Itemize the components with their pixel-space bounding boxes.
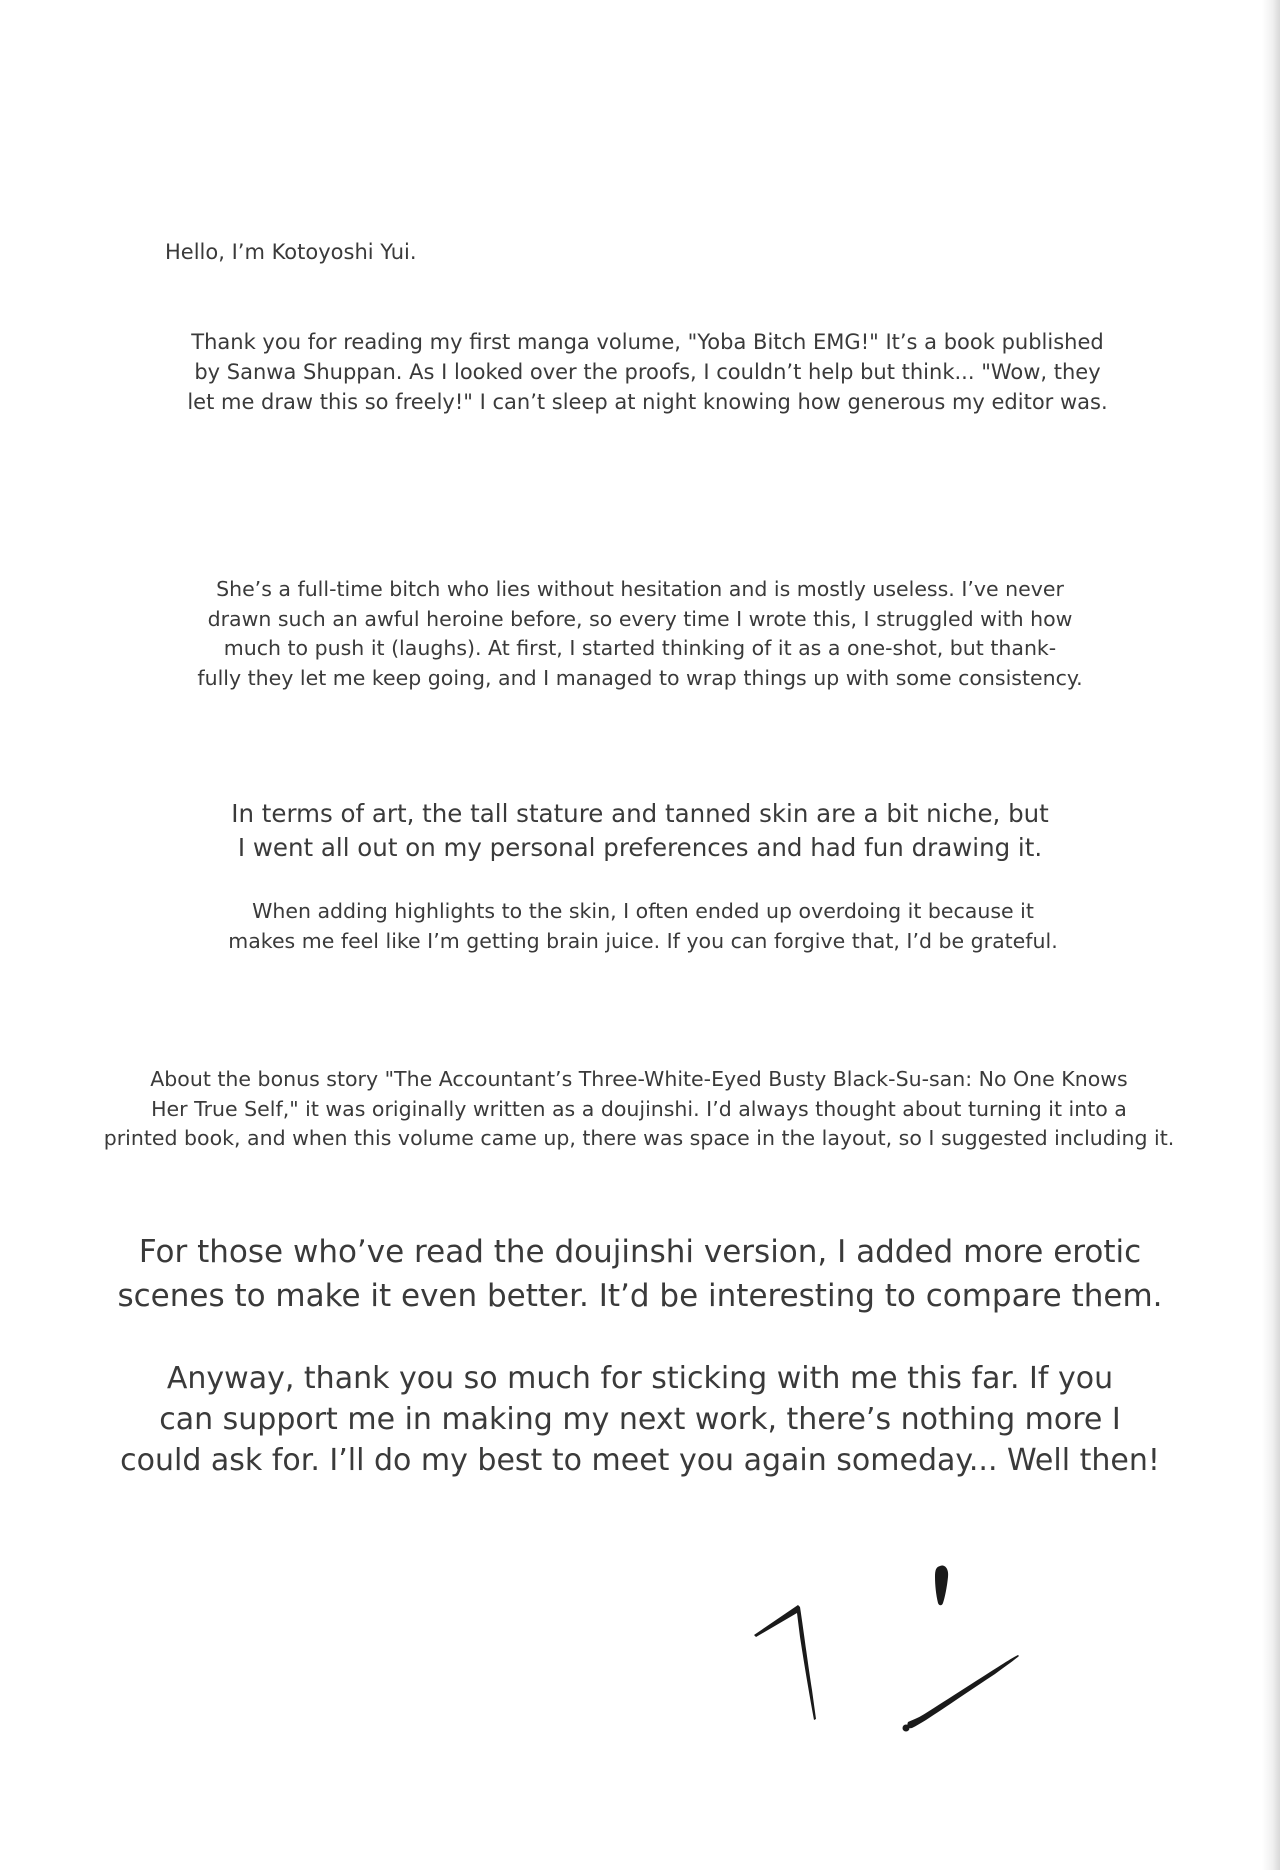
paragraph-line: can support me in making my next work, there’s nothing more I	[159, 1402, 1121, 1437]
paragraph-line: drawn such an awful heroine before, so every time I wrote this, I struggled with how	[207, 606, 1073, 631]
paragraph-line: by Sanwa Shuppan. As I looked over the proofs, I couldn’t help but think... "Wow, they	[194, 360, 1101, 384]
signature-stroke	[903, 1725, 910, 1732]
handwritten-signature	[740, 1555, 1060, 1770]
paragraph-proofs	[0, 327, 1280, 417]
paragraph-line: makes me feel like I’m getting brain juice. If you can forgive that, I’d be grateful.	[228, 929, 1058, 953]
signature-stroke	[935, 1566, 948, 1606]
signature-stroke	[754, 1605, 816, 1720]
paragraph-line: Her True Self," it was originally written as a doujinshi. I’d always thought about turning it into a	[151, 1096, 1127, 1121]
paragraph-line: Anyway, thank you so much for sticking with me this far. If you	[166, 1361, 1114, 1396]
signature-stroke	[907, 1655, 1019, 1728]
paragraph-line: could ask for. I’ll do my best to meet you again someday... Well then!	[120, 1443, 1160, 1478]
paragraph-line: About the bonus story "The Accountant’s Three-White-Eyed Busty Black-Su-san: No One Knows	[150, 1067, 1128, 1091]
paragraph-line: Thank you for reading my first manga volume, "Yoba Bitch EMG!" It’s a book published	[191, 330, 1104, 354]
paragraph-line: She’s a full-time bitch who lies without hesitation and is mostly useless. I’ve never	[216, 577, 1064, 601]
greeting-line: Hello, I’m Kotoyoshi Yui.	[165, 240, 417, 264]
paragraph-line: fully they let me keep going, and I managed to wrap things up with some consistency.	[197, 665, 1083, 690]
paragraph-bonus-story	[0, 1065, 1280, 1154]
paragraph-heroine	[0, 575, 1280, 693]
paragraph-highlights	[0, 896, 1280, 956]
paragraph-line: let me draw this so freely!" I can’t sleep at night knowing how generous my editor was.	[187, 390, 1108, 414]
paragraph-art	[0, 797, 1280, 864]
paragraph-doujinshi-version	[0, 1230, 1280, 1318]
paragraph-line: much to push it (laughs). At first, I started thinking of it as a one-shot, but thank-	[223, 636, 1057, 660]
paragraph-line: For those who’ve read the doujinshi version, I added more erotic	[138, 1234, 1142, 1270]
paragraph-line: scenes to make it even better. It’d be interesting to compare them.	[117, 1278, 1163, 1314]
paragraph-line: In terms of art, the tall stature and tanned skin are a bit niche, but	[231, 799, 1049, 828]
paragraph-line: I went all out on my personal preferences and had fun drawing it.	[237, 832, 1043, 862]
paragraph-line: printed book, and when this volume came up, there was space in the layout, so I suggested including it.	[103, 1126, 1175, 1150]
paragraph-closing	[0, 1358, 1280, 1481]
paragraph-line: When adding highlights to the skin, I often ended up overdoing it because it	[252, 899, 1034, 923]
